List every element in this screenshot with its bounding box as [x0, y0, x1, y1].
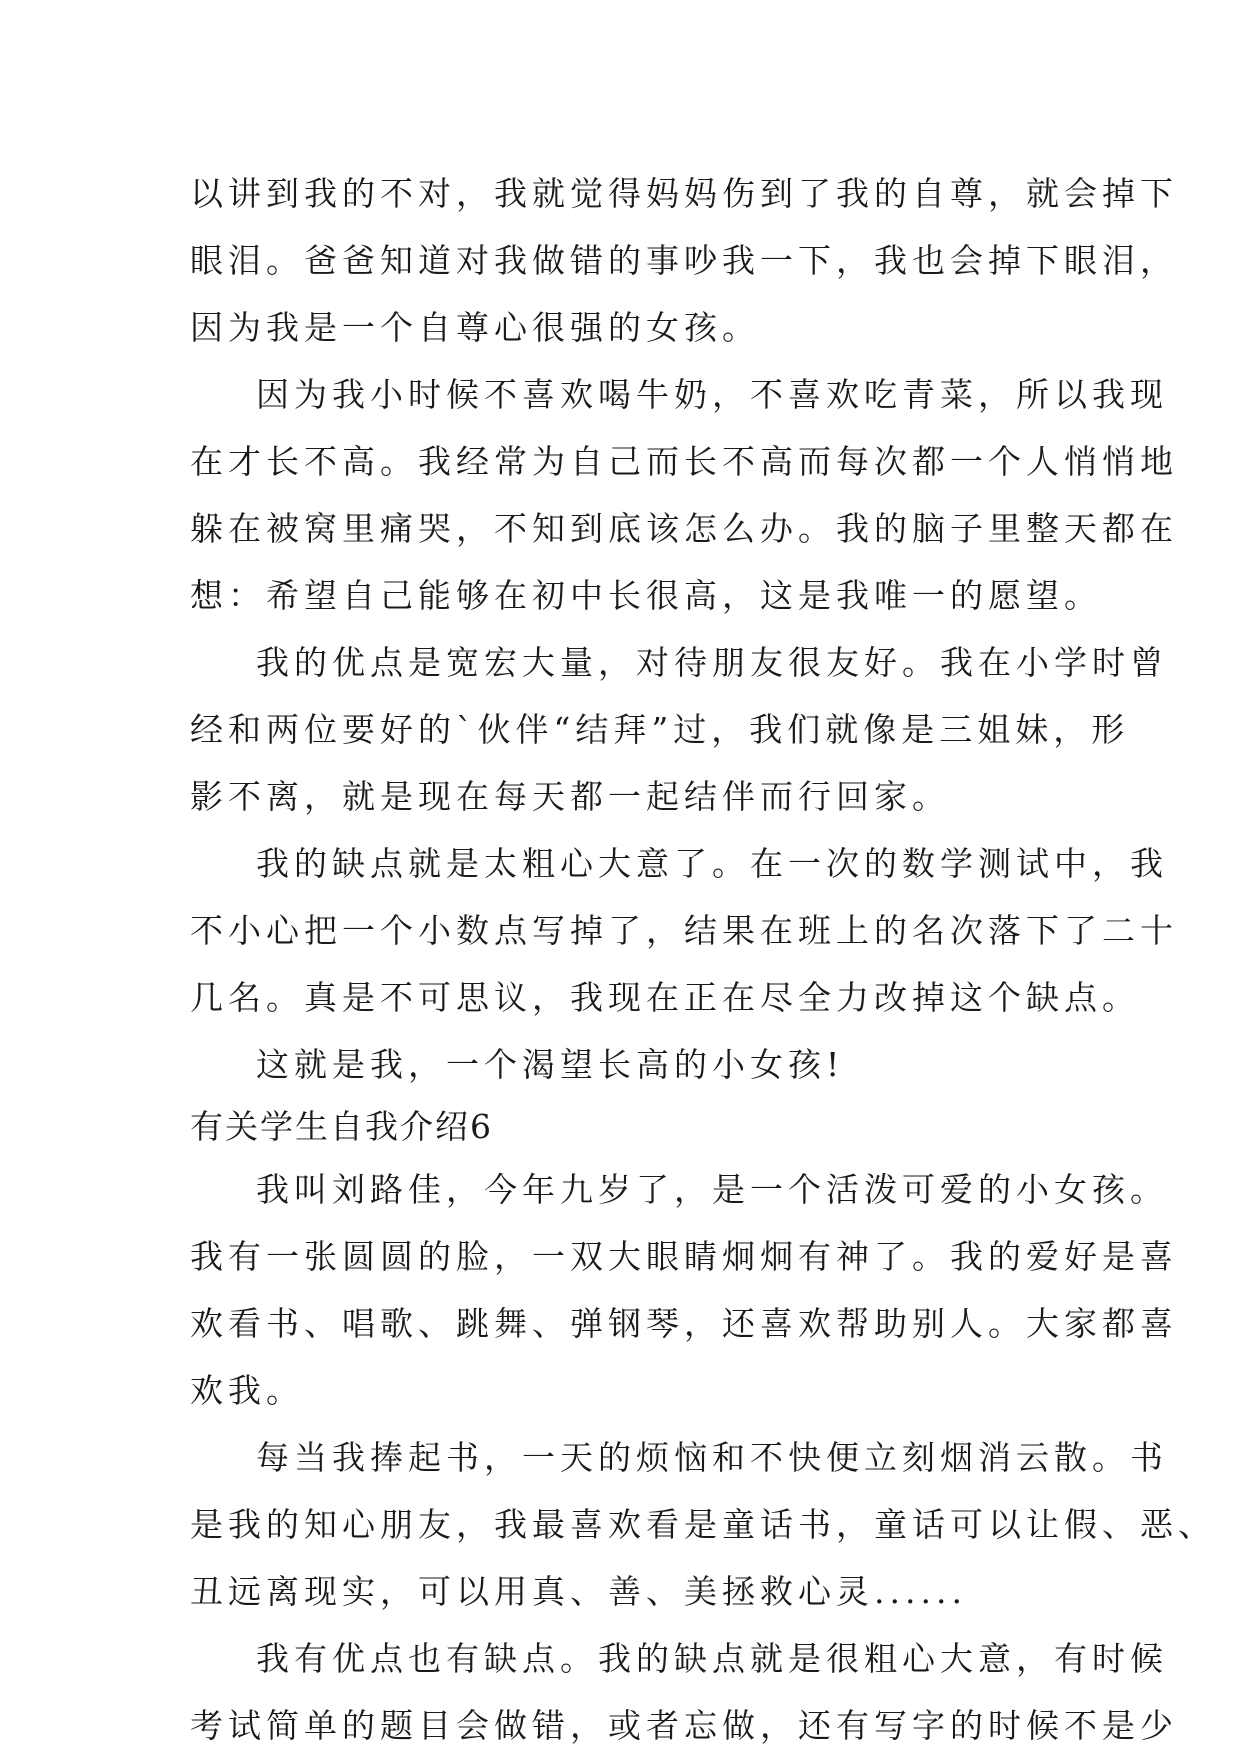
- paragraph: [190, 1156, 1178, 1424]
- paragraph: [190, 1424, 1216, 1625]
- paragraph-line: 在才长不高。我经常为自己而长不高而每次都一个人悄悄地: [190, 442, 1178, 481]
- section-heading: [190, 1098, 1070, 1156]
- paragraph-line: 眼泪。爸爸知道对我做错的事吵我一下，我也会掉下眼泪，: [190, 241, 1178, 280]
- paragraph-line: 每当我捧起书，一天的烦恼和不快便立刻烟消云散。书: [256, 1438, 1168, 1477]
- paragraph-line: 不小心把一个小数点写掉了，结果在班上的名次落下了二十: [190, 911, 1178, 950]
- paragraph-line: 是我的知心朋友，我最喜欢看是童话书，童话可以让假、恶、: [190, 1505, 1216, 1544]
- paragraph-line: 欢我。: [190, 1371, 304, 1410]
- paragraph: [190, 160, 1178, 361]
- paragraph-line: 以讲到我的不对，我就觉得妈妈伤到了我的自尊，就会掉下: [190, 174, 1178, 213]
- paragraph-line: 我的优点是宽宏大量，对待朋友很友好。我在小学时曾: [256, 643, 1168, 682]
- paragraph: [190, 629, 1168, 830]
- paragraph-line: 想：希望自己能够在初中长很高，这是我唯一的愿望。: [190, 576, 1102, 615]
- paragraph-line: 丑远离现实，可以用真、善、美拯救心灵......: [190, 1572, 967, 1611]
- paragraph-line: 影不离，就是现在每天都一起结伴而行回家。: [190, 777, 950, 816]
- paragraph-line: 我叫刘路佳，今年九岁了，是一个活泼可爱的小女孩。: [256, 1170, 1168, 1209]
- paragraph-line: 躲在被窝里痛哭，不知到底该怎么办。我的脑子里整天都在: [190, 509, 1178, 548]
- document-body: [190, 160, 1216, 1759]
- paragraph-line: 考试简单的题目会做错，或者忘做，还有写字的时候不是少: [190, 1706, 1178, 1745]
- paragraph: [190, 1625, 1178, 1759]
- paragraph: [190, 361, 1178, 629]
- paragraph-line: 我有一张圆圆的脸，一双大眼睛炯炯有神了。我的爱好是喜: [190, 1237, 1178, 1276]
- paragraph-line: 经和两位要好的`伙伴“结拜”过，我们就像是三姐妹，形: [190, 710, 1130, 749]
- paragraph: [190, 1031, 1070, 1098]
- paragraph-line: 因为我小时候不喜欢喝牛奶，不喜欢吃青菜，所以我现: [256, 375, 1168, 414]
- paragraph-line: 欢看书、唱歌、跳舞、弹钢琴，还喜欢帮助别人。大家都喜: [190, 1304, 1178, 1343]
- paragraph-line: 我的缺点就是太粗心大意了。在一次的数学测试中，我: [256, 844, 1168, 883]
- paragraph-line: 这就是我，一个渴望长高的小女孩!: [256, 1045, 845, 1084]
- paragraph-line: 因为我是一个自尊心很强的女孩。: [190, 308, 760, 347]
- paragraph-line: 我有优点也有缺点。我的缺点就是很粗心大意，有时候: [256, 1639, 1168, 1678]
- paragraph: [190, 830, 1178, 1031]
- heading-text: 有关学生自我介绍6: [190, 1107, 493, 1146]
- paragraph-line: 几名。真是不可思议，我现在正在尽全力改掉这个缺点。: [190, 978, 1140, 1017]
